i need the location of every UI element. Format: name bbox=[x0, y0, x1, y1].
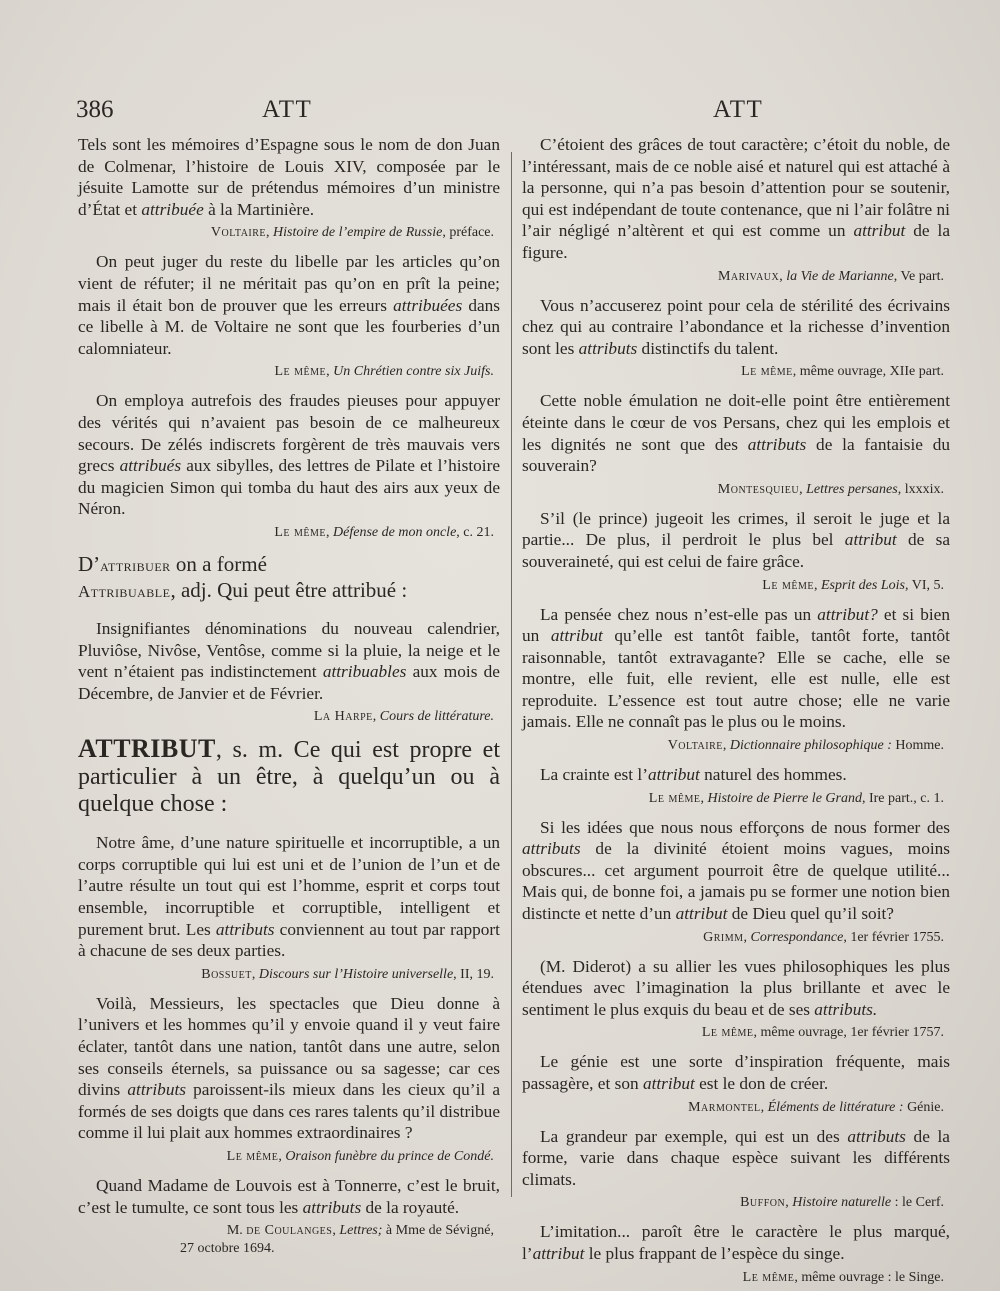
left-column bbox=[78, 134, 500, 1267]
quotation: Insignifiantes dénominations du nouveau calendrier, Pluviôse, Nivôse, Ventôse, comme si la pluie, la neige et le vent n’étaient pas indistinctement attribuables aux mois de Décembre, de Janvier et de Février. bbox=[78, 618, 500, 703]
quotation: Notre âme, d’une nature spirituelle et incorruptible, a un corps corruptible qui lui est uni et de l’union de l’un et de l’autre résulte un tout qui est l’homme, esprit et corps tout ensemble, incorruptible et corruptible, intelligent et purement brut. Les attributs conviennent au tout par rapport à chacune de ses deux parties. bbox=[78, 833, 500, 961]
quotation: Si les idées que nous nous efforçons de nous former des attributs de la divinité étoient moins vagues, moins obscures... cet argument pourroit être de quelque utilité... Mais qui, de bonne foi, a jamais pu se former une notion bien distincte et nette d’un attribut de Dieu quel qu’il soit? bbox=[522, 817, 950, 924]
citation: Montesquieu, Lettres persanes, lxxxix. bbox=[717, 481, 944, 497]
quotation: L’imitation... paroît être le caractère le plus marqué, l’attribut le plus frappant de l’espèce du singe. bbox=[522, 1222, 950, 1263]
citation: Le même, Défense de mon oncle, c. 21. bbox=[274, 524, 494, 540]
citation: Grimm, Correspondance, 1er février 1755. bbox=[703, 929, 944, 945]
column-divider bbox=[511, 152, 512, 1197]
citation: Marmontel, Éléments de littérature : Génie. bbox=[688, 1099, 944, 1115]
page-header bbox=[0, 96, 1000, 130]
citation: Voltaire, Histoire de l’empire de Russie, préface. bbox=[210, 225, 494, 241]
quotation: Quand Madame de Louvois est à Tonnerre, c’est le bruit, c’est le tumulte, ce sont tous les attributs de la royauté. bbox=[78, 1176, 500, 1217]
running-head-left: ATT bbox=[262, 96, 313, 123]
quotation: S’il (le prince) jugeoit les crimes, il seroit le juge et la partie... De plus, il perdroit le plus bel attribut de sa souveraineté, qui est celui de faire grâce. bbox=[522, 508, 950, 571]
quotation: C’étoient des grâces de tout caractère; c’étoit du noble, de l’intéressant, mais de ce noble aisé et naturel qui est attaché à la personne, qui n’a pas besoin d’attention pour se soutenir, qui est indépendant de toute contenance, que ni l’air folâtre ni l’air négligé n’altèrent et qui est comme un attribut de la figure. bbox=[522, 135, 950, 262]
derivation-heading: D’attribuer on a formé Attribuable, adj. Qui peut être attribué : bbox=[78, 551, 408, 602]
quotation: Cette noble émulation ne doit-elle point être entièrement éteinte dans le cœur de vos Persans, chez qui les emplois et les dignités ne sont que des attributs de la fantaisie du souverain? bbox=[522, 391, 950, 476]
quotation: Tels sont les mémoires d’Espagne sous le nom de don Juan de Colmenar, l’histoire de Louis XIV, composée par le jésuite Lamotte sur de prétendus mémoires d’un ministre d’État et attribuée à la Martinière. bbox=[78, 135, 500, 219]
citation: Voltaire, Dictionnaire philosophique : Homme. bbox=[667, 738, 944, 754]
citation: Le même, Esprit des Lois, VI, 5. bbox=[762, 577, 944, 593]
citation: M. de Coulanges, Lettres; à Mme de Sévigné, 27 octobre 1694. bbox=[180, 1223, 494, 1257]
citation: Le même, même ouvrage, XIIe part. bbox=[741, 364, 944, 380]
dictionary-entry-headword: ATTRIBUT, s. m. Ce qui est propre et particulier à un être, à quelqu’un ou à quelque chose : bbox=[78, 734, 500, 818]
right-column bbox=[522, 134, 950, 1291]
citation: Marivaux, la Vie de Marianne, Ve part. bbox=[717, 268, 944, 284]
citation: Le même, Un Chrétien contre six Juifs. bbox=[274, 364, 494, 380]
citation: La Harpe, Cours de littérature. bbox=[313, 709, 494, 725]
running-head-right: ATT bbox=[713, 96, 764, 123]
quotation: La crainte est l’attribut naturel des hommes. bbox=[540, 765, 847, 785]
page-number: 386 bbox=[76, 96, 114, 123]
quotation: Vous n’accuserez point pour cela de stérilité des écrivains chez qui au contraire l’abondance et la richesse d’invention sont les attributs distinctifs du talent. bbox=[522, 295, 950, 358]
citation: Bossuet, Discours sur l’Histoire universelle, II, 19. bbox=[201, 966, 494, 982]
quotation: On peut juger du reste du libelle par les articles qu’on vient de réfuter; il ne méritait pas qu’on en prît la peine; mais il était bon de prouver que les erreurs attribuées dans ce libelle à M. de Voltaire ne sont que les fourberies d’un calomniateur. bbox=[78, 252, 500, 358]
quotation: La grandeur par exemple, qui est un des attributs de la forme, varie dans chaque espèce suivant les différents climats. bbox=[522, 1126, 950, 1189]
citation: Le même, même ouvrage, 1er février 1757. bbox=[701, 1025, 944, 1041]
citation: Le même, Histoire de Pierre le Grand, Ire part., c. 1. bbox=[648, 790, 944, 806]
quotation: (M. Diderot) a su allier les vues philosophiques les plus étendues avec l’imagination la plus brillante et avec le sentiment le plus exquis du beau et de ses attributs. bbox=[522, 956, 950, 1019]
quotation: On employa autrefois des fraudes pieuses pour appuyer des vérités qui n’avaient pas besoin de ce malheureux secours. De zélés indiscrets forgèrent de très mauvais vers grecs attribués aux sibylles, des lettres de Pilate et l’histoire du magicien Simon qui tomba du haut des airs aux yeux de Néron. bbox=[78, 391, 500, 519]
quotation: Le génie est une sorte d’inspiration fréquente, mais passagère, et son attribut est le don de créer. bbox=[522, 1052, 950, 1093]
citation: Le même, Oraison funèbre du prince de Condé. bbox=[226, 1149, 494, 1164]
citation: Le même, même ouvrage : le Singe. bbox=[742, 1269, 944, 1285]
citation: Buffon, Histoire naturelle : le Cerf. bbox=[740, 1195, 944, 1211]
quotation: Voilà, Messieurs, les spectacles que Dieu donne à l’univers et les hommes qu’il y envoie quand il y veut faire éclater, tantôt dans une nation, tantôt dans une autre, selon ses conseils éternels, sa puissance ou sa sagesse; car ces divins attributs paroissent-ils mieux dans les cieux qu’il a formés de ses doigts que dans ces rares talents qu’il distribue comme il lui plait aux hommes extraordinaires ? bbox=[78, 993, 500, 1143]
quotation: La pensée chez nous n’est-elle pas un attribut? et si bien un attribut qu’elle est tantôt faible, tantôt forte, tantôt raisonnable, tantôt extravagante? Elle se cache, elle se montre, elle fuit, elle revient, elle est nulle, elle est reproduite. L’essence est tout autre chose; elle ne varie jamais. Elle ne connaît pas le plus ou le moins. bbox=[522, 604, 950, 732]
